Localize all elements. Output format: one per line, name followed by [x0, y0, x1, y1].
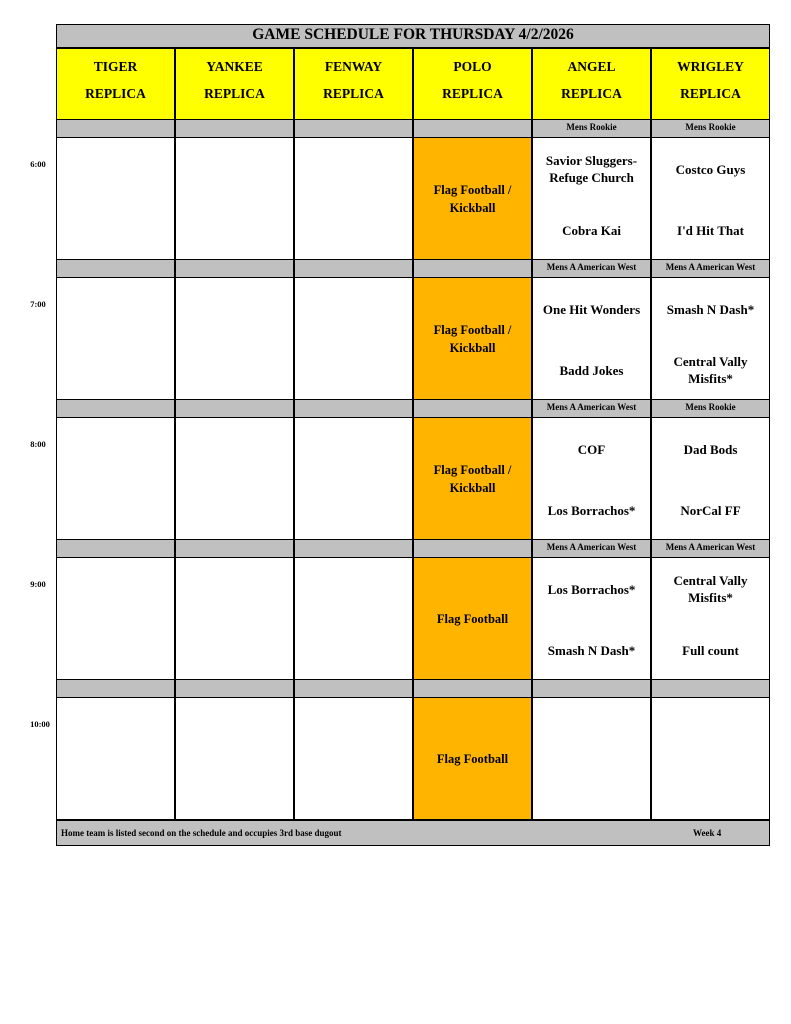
division-bar [294, 679, 413, 698]
home-team: Smash N Dash* [547, 643, 636, 658]
division-label-angel: Mens A American West [532, 539, 651, 558]
reservation-label: Flag Football [436, 611, 509, 626]
division-label-wrigley: Mens A American West [651, 259, 770, 278]
division-label-angel: Mens A American West [532, 399, 651, 418]
division-bar [56, 259, 175, 278]
home-team: Central Vally Misfits* [673, 354, 748, 386]
field-sub: REPLICA [323, 86, 384, 101]
division-bar [175, 119, 294, 138]
time-label: 8:00 [30, 439, 46, 449]
week-label: Week 4 [693, 828, 722, 838]
field-name: YANKEE [206, 59, 263, 74]
division-label-wrigley: Mens A American West [651, 539, 770, 558]
away-team: One Hit Wonders [542, 302, 641, 317]
division-bar [56, 119, 175, 138]
division-bar [413, 679, 532, 698]
polo-reservation [413, 137, 532, 260]
division-label-angel: Mens A American West [532, 259, 651, 278]
game-cell-empty [175, 417, 294, 540]
game-angel [532, 417, 651, 540]
home-team: I'd Hit That [677, 223, 744, 238]
field-header-wrigley [651, 48, 770, 121]
game-cell-empty [294, 137, 413, 260]
polo-reservation [413, 557, 532, 680]
division-bar [175, 679, 294, 698]
division-bar [56, 399, 175, 418]
field-name: ANGEL [567, 59, 616, 74]
game-angel [532, 697, 651, 820]
game-cell-empty [56, 557, 175, 680]
time-label: 9:00 [30, 579, 46, 589]
game-cell-empty [56, 277, 175, 400]
schedule-sheet [56, 24, 770, 846]
field-header-polo [413, 48, 532, 121]
reservation-label: Flag Football [436, 751, 509, 766]
division-label-wrigley [651, 679, 770, 698]
field-sub: REPLICA [204, 86, 265, 101]
field-sub: REPLICA [85, 86, 146, 101]
field-name: WRIGLEY [677, 59, 744, 74]
division-bar [56, 539, 175, 558]
game-cell-empty [175, 137, 294, 260]
home-team: Badd Jokes [559, 363, 624, 378]
division-bar [294, 119, 413, 138]
away-team: COF [577, 442, 606, 457]
game-cell-empty [175, 277, 294, 400]
game-angel [532, 277, 651, 400]
field-name: FENWAY [324, 59, 383, 74]
division-bar [413, 399, 532, 418]
away-team: Los Borrachos* [547, 582, 636, 597]
division-bar [175, 399, 294, 418]
division-label-angel: Mens Rookie [532, 119, 651, 138]
division-label-wrigley: Mens Rookie [651, 399, 770, 418]
game-wrigley [651, 697, 770, 820]
away-team: Dad Bods [683, 442, 738, 457]
game-cell-empty [175, 557, 294, 680]
away-team: Smash N Dash* [666, 302, 755, 317]
reservation-label: Flag Football / Kickball [433, 182, 512, 215]
away-team: Central Vally Misfits* [673, 573, 748, 605]
polo-reservation [413, 697, 532, 820]
time-label: 7:00 [30, 299, 46, 309]
field-header-yankee [175, 48, 294, 121]
polo-reservation [413, 417, 532, 540]
game-cell-empty [56, 137, 175, 260]
home-team: Los Borrachos* [547, 503, 636, 518]
field-header-fenway [294, 48, 413, 121]
home-team: NorCal FF [680, 503, 741, 518]
division-bar [413, 539, 532, 558]
game-cell-empty [294, 417, 413, 540]
game-wrigley [651, 277, 770, 400]
game-cell-empty [56, 697, 175, 820]
game-cell-empty [56, 417, 175, 540]
game-cell-empty [294, 557, 413, 680]
field-name: TIGER [93, 59, 138, 74]
time-label: 10:00 [30, 719, 50, 729]
game-wrigley [651, 557, 770, 680]
division-bar [56, 679, 175, 698]
field-sub: REPLICA [680, 86, 741, 101]
home-team-note: Home team is listed second on the schedule and occupies 3rd base dugout [61, 828, 342, 838]
division-bar [294, 399, 413, 418]
home-team: Cobra Kai [562, 223, 621, 238]
game-cell-empty [175, 697, 294, 820]
division-label-angel [532, 679, 651, 698]
division-bar [413, 259, 532, 278]
field-header-angel [532, 48, 651, 121]
schedule-title: GAME SCHEDULE FOR THURSDAY 4/2/2026 [56, 24, 770, 48]
division-bar [294, 259, 413, 278]
away-team: Savior Sluggers- Refuge Church [545, 153, 638, 185]
away-team: Costco Guys [675, 162, 746, 177]
division-bar [175, 539, 294, 558]
game-angel [532, 137, 651, 260]
time-label: 6:00 [30, 159, 46, 169]
division-label-wrigley: Mens Rookie [651, 119, 770, 138]
polo-reservation [413, 277, 532, 400]
game-cell-empty [294, 697, 413, 820]
game-wrigley [651, 137, 770, 260]
division-bar [294, 539, 413, 558]
field-sub: REPLICA [442, 86, 503, 101]
game-cell-empty [294, 277, 413, 400]
home-team: Full count [682, 643, 739, 658]
field-header-tiger [56, 48, 175, 121]
reservation-label: Flag Football / Kickball [433, 462, 512, 495]
field-name: POLO [453, 59, 492, 74]
division-bar [175, 259, 294, 278]
reservation-label: Flag Football / Kickball [433, 322, 512, 355]
schedule-footer [56, 820, 770, 846]
division-bar [413, 119, 532, 138]
game-angel [532, 557, 651, 680]
game-wrigley [651, 417, 770, 540]
field-sub: REPLICA [561, 86, 622, 101]
